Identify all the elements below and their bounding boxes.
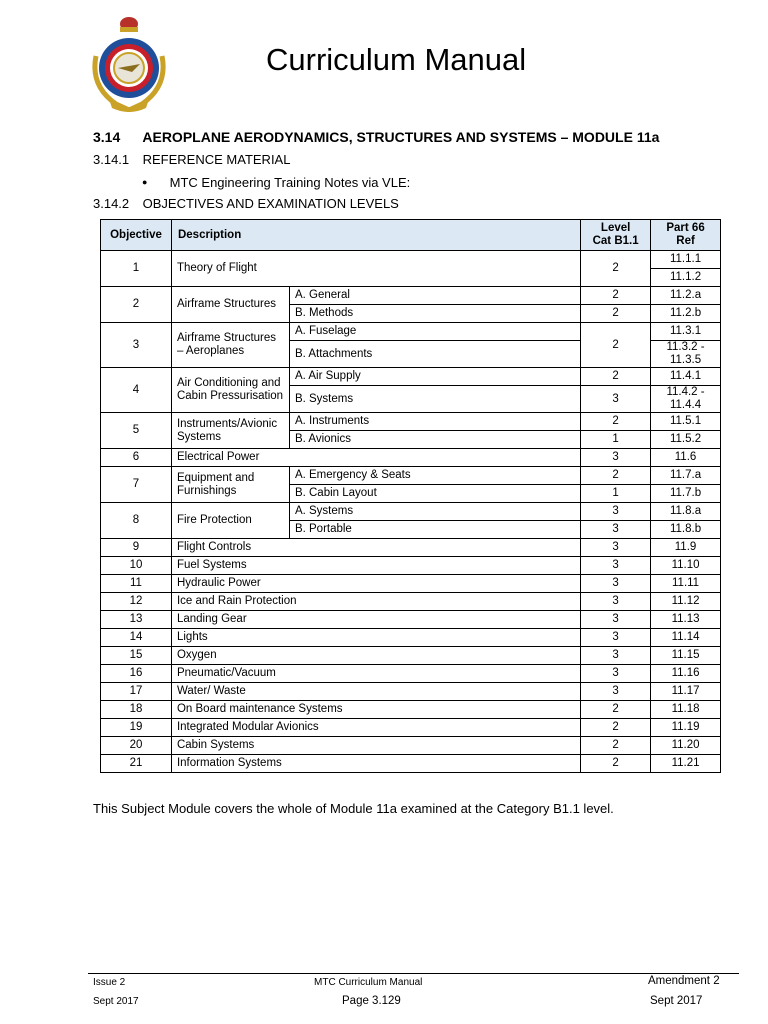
part66-ref: 11.9: [651, 539, 721, 557]
objective-number: 14: [101, 629, 172, 647]
footer-divider: [88, 973, 739, 974]
objective-description: Integrated Modular Avionics: [171, 719, 580, 737]
objective-number: 18: [101, 701, 172, 719]
sub-topic: A. Instruments: [289, 413, 580, 431]
objective-number: 20: [101, 737, 172, 755]
table-row: [101, 557, 721, 575]
sub-topic: A. Air Supply: [289, 368, 580, 386]
objective-description: On Board maintenance Systems: [171, 701, 580, 719]
table-row: [101, 575, 721, 593]
table-row: [101, 368, 721, 386]
section-heading: [93, 129, 659, 145]
part66-ref-line: 11.7.b: [669, 487, 702, 499]
objective-description: Pneumatic/Vacuum: [171, 665, 580, 683]
subsection-title: OBJECTIVES AND EXAMINATION LEVELS: [142, 196, 399, 211]
objective-number: 2: [101, 287, 172, 323]
footer-issue: Issue 2: [93, 977, 126, 988]
table-row: [101, 737, 721, 755]
part66-ref: 11.17: [651, 683, 721, 701]
sub-topic: A. Emergency & Seats: [289, 467, 580, 485]
part66-ref: 11.19: [651, 719, 721, 737]
objective-number: 17: [101, 683, 172, 701]
part66-ref: 11.15: [651, 647, 721, 665]
reference-bullet: [142, 175, 410, 190]
footer-date-right: Sept 2017: [650, 995, 703, 1007]
part66-ref: 11.14: [651, 629, 721, 647]
part66-ref: 11.20: [651, 737, 721, 755]
sub-topic: B. Portable: [289, 521, 580, 539]
objective-number: 15: [101, 647, 172, 665]
objective-description: Flight Controls: [171, 539, 580, 557]
subsection-title: REFERENCE MATERIAL: [142, 152, 291, 167]
table-row: [101, 611, 721, 629]
module-summary: This Subject Module covers the whole of Module 11a examined at the Category B1.1 level.: [93, 801, 614, 816]
part66-ref: 11.13: [651, 611, 721, 629]
table-row: [101, 449, 721, 467]
objective-level: 3: [581, 539, 651, 557]
table-row: [101, 503, 721, 521]
part66-ref: 11.1.1: [651, 251, 721, 269]
sub-topic: B. Systems: [289, 386, 580, 413]
part66-ref: 11.6: [651, 449, 721, 467]
part66-ref: [651, 521, 721, 539]
objective-level: 2: [581, 305, 651, 323]
part66-ref: [651, 467, 721, 485]
objective-number: 6: [101, 449, 172, 467]
part66-ref-line: 11.2.a: [669, 289, 702, 301]
objective-description: Fuel Systems: [171, 557, 580, 575]
objective-description: Electrical Power: [171, 449, 580, 467]
part66-ref: 11.10: [651, 557, 721, 575]
objective-level: 3: [581, 629, 651, 647]
table-row: [101, 629, 721, 647]
table-row: [101, 593, 721, 611]
part66-ref: [651, 386, 721, 413]
objective-level: 3: [581, 611, 651, 629]
header-level-line1: Level: [600, 222, 631, 234]
objective-description: Oxygen: [171, 647, 580, 665]
sub-topic: B. Attachments: [289, 341, 580, 368]
objective-description: Water/ Waste: [171, 683, 580, 701]
footer-date-left: Sept 2017: [93, 996, 139, 1007]
footer-amendment: Amendment 2: [648, 975, 720, 987]
subsection-number: 3.14.1: [93, 152, 130, 167]
objective-number: 11: [101, 575, 172, 593]
table-row: [101, 647, 721, 665]
table-row: [101, 701, 721, 719]
objective-number: 3: [101, 323, 172, 368]
objective-number: 8: [101, 503, 172, 539]
table-row: [101, 539, 721, 557]
sub-topic: A. Fuselage: [289, 323, 580, 341]
objective-level: 2: [581, 287, 651, 305]
part66-ref-line: 11.3.2 -: [666, 341, 705, 353]
part66-ref: [651, 485, 721, 503]
objective-number: 5: [101, 413, 172, 449]
objective-description: Instruments/Avionic Systems: [171, 413, 289, 449]
objectives-table: [100, 219, 721, 773]
part66-ref: 11.16: [651, 665, 721, 683]
objective-level: 3: [581, 665, 651, 683]
part66-ref: [651, 341, 721, 368]
part66-ref: 11.1.2: [651, 269, 721, 287]
header-objective: Objective: [101, 220, 172, 251]
part66-ref-line: 11.3.5: [669, 354, 702, 366]
table-row: [101, 323, 721, 341]
objective-description: Airframe Structures: [171, 287, 289, 323]
objective-description: Landing Gear: [171, 611, 580, 629]
objective-number: 19: [101, 719, 172, 737]
part66-ref-line: 11.5.1: [669, 415, 702, 427]
objective-description: Airframe Structures – Aeroplanes: [171, 323, 289, 368]
section-number: 3.14: [93, 129, 121, 145]
objective-number: 1: [101, 251, 172, 287]
objective-level: 2: [581, 251, 651, 287]
objective-description: Fire Protection: [171, 503, 289, 539]
objective-number: 16: [101, 665, 172, 683]
part66-ref: 11.11: [651, 575, 721, 593]
header-ref-line2: Ref: [676, 235, 695, 247]
table-header-row: [101, 220, 721, 251]
table-row: [101, 251, 721, 269]
objective-level: 3: [581, 449, 651, 467]
objective-level: 2: [581, 368, 651, 386]
objective-level: 3: [581, 647, 651, 665]
objective-level: 2: [581, 719, 651, 737]
objective-description: Hydraulic Power: [171, 575, 580, 593]
objective-level: 1: [581, 431, 651, 449]
objective-level: 2: [581, 467, 651, 485]
part66-ref: 11.21: [651, 755, 721, 773]
table-row: [101, 287, 721, 305]
objective-number: 12: [101, 593, 172, 611]
table-body: [101, 251, 721, 773]
part66-ref-line: 11.8.a: [669, 505, 702, 517]
objective-description: Equipment and Furnishings: [171, 467, 289, 503]
objective-level: 3: [581, 593, 651, 611]
table-row: [101, 665, 721, 683]
section-title: AEROPLANE AERODYNAMICS, STRUCTURES AND SYSTEMS – MODULE 11a: [142, 129, 660, 145]
objective-level: 2: [581, 755, 651, 773]
part66-ref: [651, 503, 721, 521]
part66-ref: [651, 413, 721, 431]
objective-number: 9: [101, 539, 172, 557]
part66-ref-line: 11.2.b: [669, 307, 702, 319]
objective-description: Lights: [171, 629, 580, 647]
objective-number: 10: [101, 557, 172, 575]
objective-description: Ice and Rain Protection: [171, 593, 580, 611]
header-level: [581, 220, 651, 251]
table-row: [101, 719, 721, 737]
header-ref-line1: Part 66: [666, 222, 705, 234]
objective-description: Air Conditioning and Cabin Pressurisation: [171, 368, 289, 413]
part66-ref-line: 11.4.4: [669, 399, 702, 411]
objective-level: 2: [581, 323, 651, 368]
table-row: [101, 683, 721, 701]
objective-description: Information Systems: [171, 755, 580, 773]
table-row: [101, 755, 721, 773]
sub-topic: B. Methods: [289, 305, 580, 323]
objective-description: Cabin Systems: [171, 737, 580, 755]
sub-topic: A. Systems: [289, 503, 580, 521]
document-title: Curriculum Manual: [266, 42, 527, 77]
table-row: [101, 413, 721, 431]
part66-ref: [651, 368, 721, 386]
objective-level: 3: [581, 575, 651, 593]
objective-level: 2: [581, 737, 651, 755]
part66-ref: 11.12: [651, 593, 721, 611]
part66-ref: [651, 323, 721, 341]
objective-level: 3: [581, 503, 651, 521]
part66-ref-line: 11.4.2 -: [666, 386, 705, 398]
header-level-line2: Cat B1.1: [592, 235, 639, 247]
footer-title: MTC Curriculum Manual: [314, 977, 423, 988]
part66-ref-line: 11.3.1: [669, 325, 702, 337]
table-row: [101, 467, 721, 485]
subsection-objectives: [93, 196, 399, 211]
sub-topic: A. General: [289, 287, 580, 305]
objective-level: 3: [581, 683, 651, 701]
part66-ref: 11.18: [651, 701, 721, 719]
objective-number: 7: [101, 467, 172, 503]
objective-number: 4: [101, 368, 172, 413]
bullet-text: MTC Engineering Training Notes via VLE:: [169, 175, 411, 190]
objective-level: 3: [581, 521, 651, 539]
part66-ref-line: 11.4.1: [669, 370, 702, 382]
header-ref: [651, 220, 721, 251]
part66-ref-line: 11.5.2: [669, 433, 702, 445]
part66-ref: [651, 431, 721, 449]
objective-level: 3: [581, 557, 651, 575]
part66-ref-line: 11.8.b: [669, 523, 702, 535]
crest-logo: [88, 16, 170, 112]
objective-level: 3: [581, 386, 651, 413]
part66-ref: [651, 305, 721, 323]
subsection-number: 3.14.2: [93, 196, 130, 211]
objective-level: 1: [581, 485, 651, 503]
objective-level: 2: [581, 701, 651, 719]
objective-number: 21: [101, 755, 172, 773]
part66-ref-line: 11.7.a: [669, 469, 702, 481]
subsection-reference: [93, 152, 290, 167]
objective-level: 2: [581, 413, 651, 431]
objective-number: 13: [101, 611, 172, 629]
header-description: Description: [171, 220, 580, 251]
bullet-icon: ●: [142, 177, 148, 187]
sub-topic: B. Avionics: [289, 431, 580, 449]
sub-topic: B. Cabin Layout: [289, 485, 580, 503]
footer-page-number: Page 3.129: [342, 995, 401, 1007]
objective-description: Theory of Flight: [171, 251, 580, 287]
part66-ref: [651, 287, 721, 305]
